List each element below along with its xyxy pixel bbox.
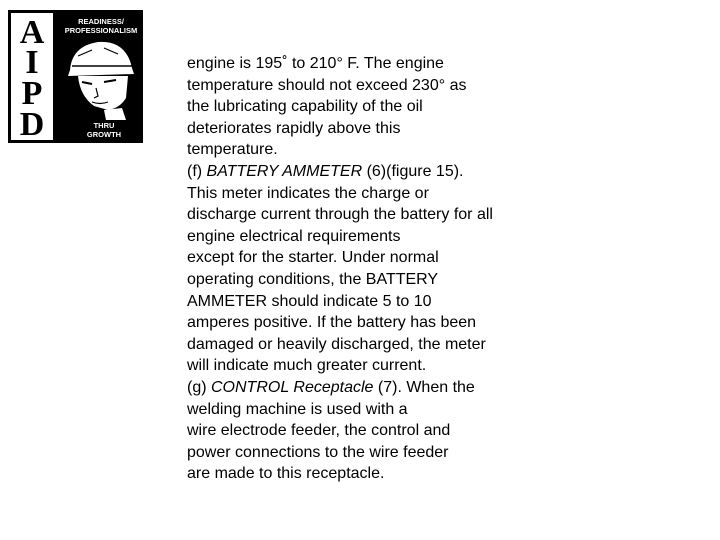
text-segment: (f) — [187, 162, 207, 180]
logo-text-readiness: READINESS/ — [78, 17, 124, 26]
text-line: except for the starter. Under normal — [187, 249, 439, 267]
text-line: will indicate much greater current. — [187, 357, 427, 375]
text-line: wire electrode feeder, the control and — [187, 422, 451, 440]
control-receptacle-label: CONTROL Receptacle — [211, 378, 374, 396]
text-segment: (6)(figure 15). — [362, 162, 464, 180]
text-line: temperature should not exceed 230° as — [187, 76, 467, 94]
text-line: damaged or heavily discharged, the meter — [187, 335, 486, 353]
text-line: amperes positive. If the battery has been — [187, 314, 477, 332]
text-segment: (7). When the — [373, 378, 475, 396]
text-line: welding machine is used with a — [187, 400, 408, 418]
logo-letter-a: A — [19, 14, 45, 51]
text-line: This meter indicates the charge or — [187, 184, 429, 202]
section-g-heading — [187, 377, 567, 399]
text-line: engine electrical requirements — [187, 227, 401, 245]
logo-text-thru: THRU — [93, 121, 115, 130]
section-f-heading — [187, 161, 567, 183]
text-line: operating conditions, the BATTERY — [187, 270, 439, 288]
text-line: discharge current through the battery for all — [187, 206, 493, 224]
text-line: engine is 195˚ to 210° F. The engine — [187, 55, 444, 72]
text-line: AMMETER should indicate 5 to 10 — [187, 292, 432, 310]
text-segment: (g) — [187, 378, 211, 396]
logo-text-growth: GROWTH — [86, 130, 122, 139]
logo-letter-i: I — [25, 44, 39, 81]
document-body — [187, 53, 567, 485]
text-line: temperature. — [187, 141, 278, 159]
logo-text-professionalism: PROFESSIONALISM — [64, 26, 138, 35]
text-line: are made to this receptacle. — [187, 465, 385, 483]
text-line: power connections to the wire feeder — [187, 443, 449, 461]
text-line: deteriorates rapidly above this — [187, 119, 401, 137]
text-line: the lubricating capability of the oil — [187, 98, 423, 116]
logo-letter-p: P — [21, 75, 43, 112]
logo-letter-d: D — [19, 106, 45, 143]
battery-ammeter-label: BATTERY AMMETER — [206, 162, 363, 180]
aipd-logo — [8, 10, 143, 143]
